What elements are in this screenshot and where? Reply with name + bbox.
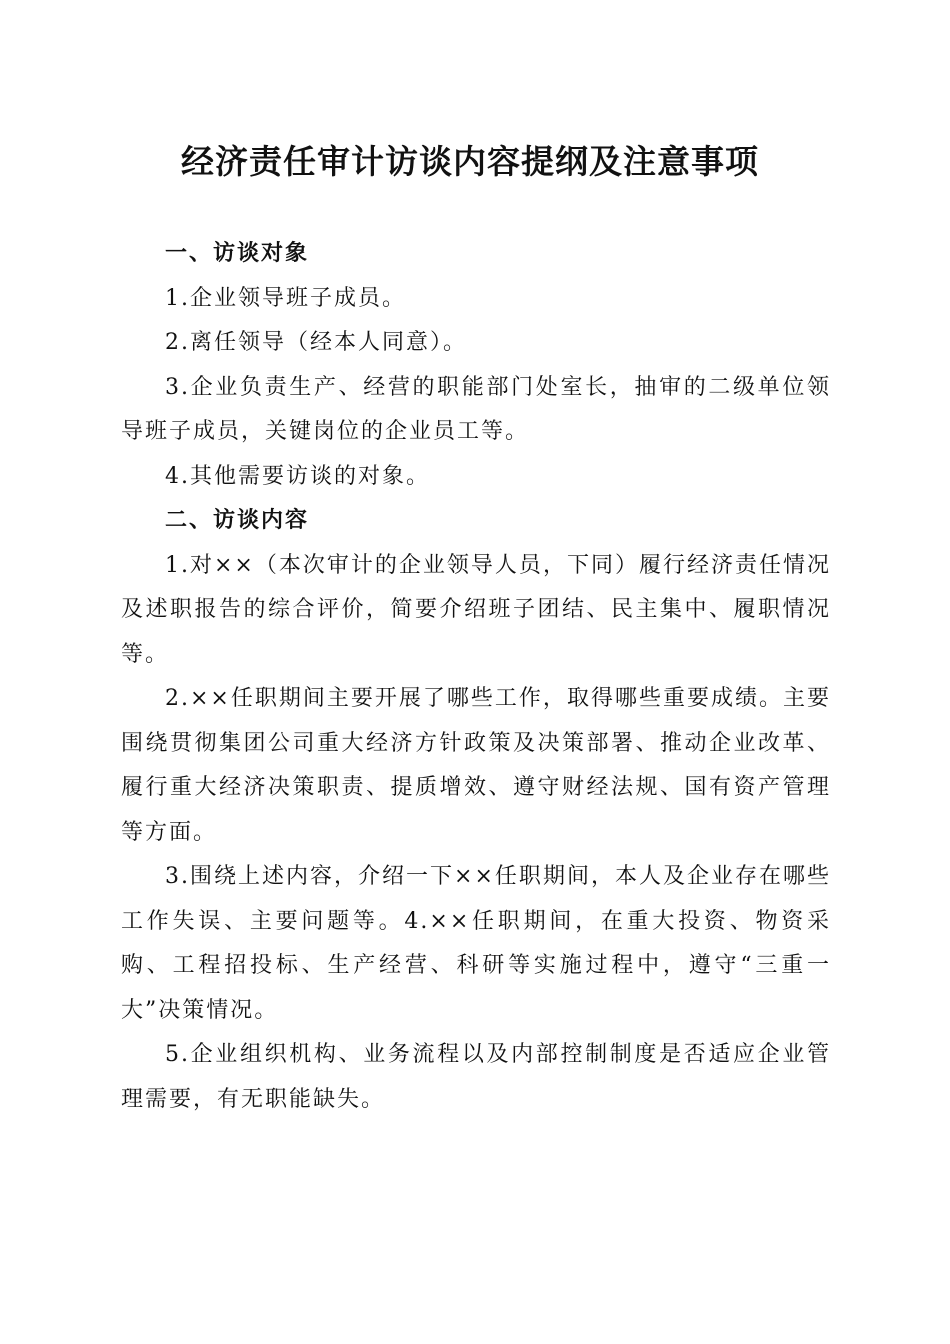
paragraph: 1.对××（本次审计的企业领导人员，下同）履行经济责任情况及述职报告的综合评价，简要介绍班子团结、民主集中、履职情况等。 <box>121 552 831 667</box>
paragraph: 3.围绕上述内容，介绍一下××任职期间，本人及企业存在哪些工作失误、主要问题等。4.××任职期间，在重大投资、物资采购、工程招投标、生产经营、科研等实施过程中，遵守“三重一大”决策情况。 <box>121 864 831 1023</box>
document-title: 经济责任审计访谈内容提纲及注意事项 <box>181 142 759 181</box>
paragraph: 5.企业组织机构、业务流程以及内部控制制度是否适应企业管理需要，有无职能缺失。 <box>121 1042 831 1112</box>
document-body <box>121 232 831 1122</box>
paragraph: 2.××任职期间主要开展了哪些工作，取得哪些重要成绩。主要围绕贯彻集团公司重大经济方针政策及决策部署、推动企业改革、履行重大经济决策职责、提质增效、遵守财经法规、国有资产管理等方面。 <box>121 686 831 845</box>
section-heading-interviewees: 一、访谈对象 <box>165 241 310 266</box>
paragraph: 3.企业负责生产、经营的职能部门处室长，抽审的二级单位领导班子成员，关键岗位的企业员工等。 <box>121 374 831 444</box>
paragraph: 2.离任领导（经本人同意）。 <box>165 330 467 355</box>
paragraph: 4.其他需要访谈的对象。 <box>165 463 430 489</box>
section-heading-interview-content: 二、访谈内容 <box>165 508 310 533</box>
paragraph: 1.企业领导班子成员。 <box>165 285 406 311</box>
